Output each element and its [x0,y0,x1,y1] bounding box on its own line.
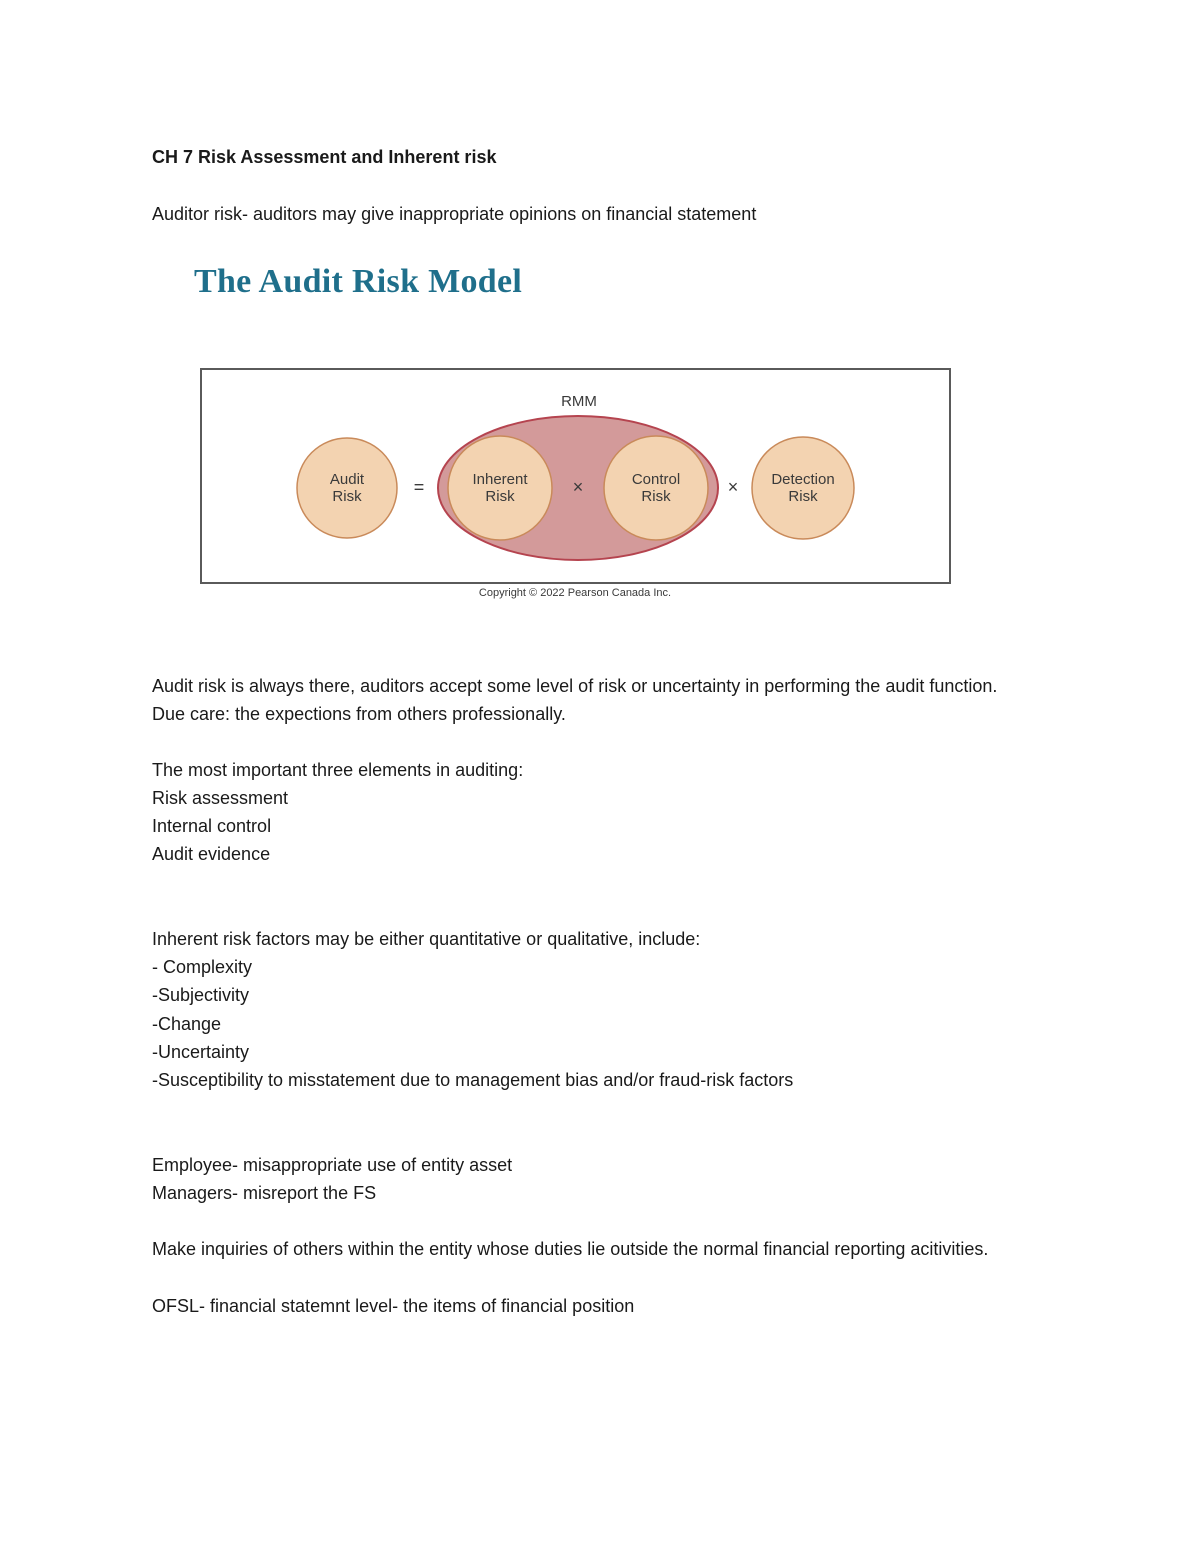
managers-line: Managers- misreport the FS [152,1183,377,1203]
intro-line: Auditor risk- auditors may give inappropriate opinions on financial statement [152,204,757,224]
paragraph-due-care: Due care: the expections from others professionally. [152,704,566,724]
audit-risk-line2: Risk [332,488,362,505]
copyright-note: Copyright © 2022 Pearson Canada Inc. [478,587,672,599]
list-item: -Change [152,1014,222,1034]
employee-line: Employee- misappropriate use of entity asset [152,1155,513,1175]
detection-risk-line1: Detection [771,471,835,488]
factors-intro: Inherent risk factors may be either quantitative or qualitative, include: [152,929,701,949]
audit-risk-line1: Audit [329,471,365,488]
inherent-risk-line2: Risk [485,488,515,505]
elements-intro: The most important three elements in auditing: [152,760,524,780]
multiply-sign-1: × [572,477,584,497]
detection-risk-line2: Risk [788,488,818,505]
paragraph-audit-risk: Audit risk is always there, auditors accept some level of risk or uncertainty in performing the audit function. [152,676,998,696]
figure-title: The Audit Risk Model [194,263,523,300]
multiply-sign-2: × [727,477,739,497]
inquiries-line: Make inquiries of others within the entity whose duties lie outside the normal financial reporting acitivities. [152,1239,989,1259]
rmm-label: RMM [561,393,597,410]
list-item: Internal control [152,816,272,836]
list-item: -Subjectivity [152,985,250,1005]
list-item: -Uncertainty [152,1042,250,1062]
list-item: -Susceptibility to misstatement due to management bias and/or fraud-risk factors [152,1070,794,1090]
list-item: - Complexity [152,957,253,977]
list-item: Risk assessment [152,788,289,808]
page-heading: CH 7 Risk Assessment and Inherent risk [152,147,497,167]
control-risk-line2: Risk [641,488,671,505]
inherent-risk-line1: Inherent [472,471,528,488]
equals-sign: = [413,477,425,497]
audit-risk-model-diagram [200,368,952,600]
list-item: Audit evidence [152,844,271,864]
ofsl-line: OFSL- financial statemnt level- the items of financial position [152,1296,635,1316]
control-risk-line1: Control [631,471,681,488]
